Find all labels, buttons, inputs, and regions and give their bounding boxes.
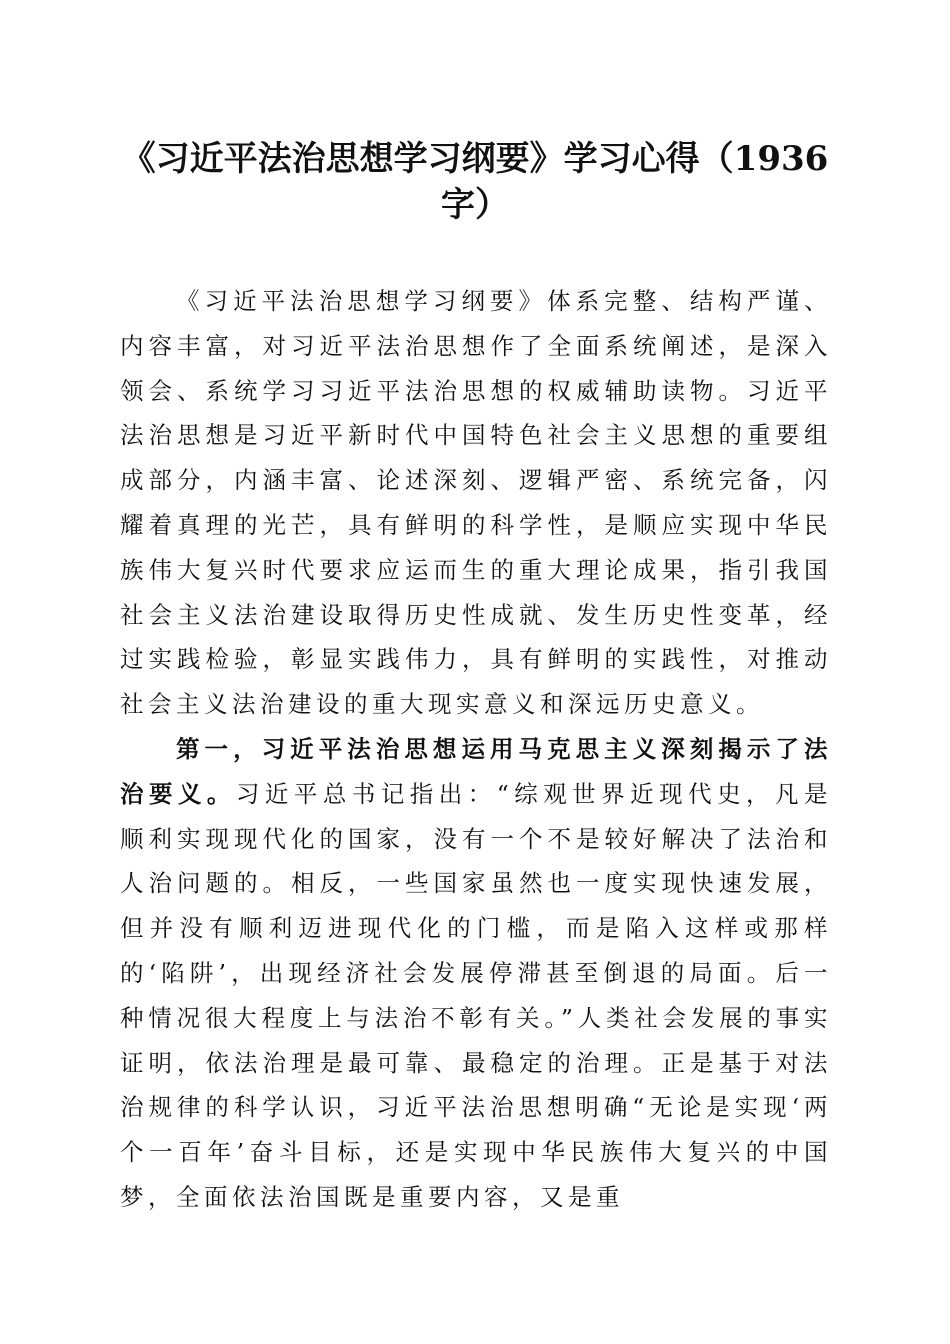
- document-body: [120, 279, 832, 1220]
- paragraph-first-point: [120, 727, 832, 1220]
- paragraph-intro: [120, 279, 832, 727]
- document-title: 《习近平法治思想学习纲要》学习心得（1936字）: [121, 139, 829, 225]
- paragraph-intro-text: 《习近平法治思想学习纲要》体系完整、结构严谨、内容丰富，对习近平法治思想作了全面系统阐述，是深入领会、系统学习习近平法治思想的权威辅助读物。习近平法治思想是习近平新时代中国特色社会主义思想的重要组成部分，内涵丰富、论述深刻、逻辑严密、系统完备，闪耀着真理的光芒，具有鲜明的科学性，是顺应实现中华民族伟大复兴时代要求应运而生的重大理论成果，指引我国社会主义法治建设取得历史性成就、发生历史性变革，经过实践检验，彰显实践伟力，具有鲜明的实践性，对推动社会主义法治建设的重大现实意义和深远历史意义。: [120, 287, 832, 719]
- paragraph-first-point-lead: 第一，习近平法治思想运用马克思主义深刻揭示了法治要义。: [120, 734, 832, 808]
- paragraph-first-point-text: 习近平总书记指出：“综观世界近现代史，凡是顺利实现现代化的国家，没有一个不是较好解决了法治和人治问题的。相反，一些国家虽然也一度实现快速发展，但并没有顺利迈进现代化的门槛，而是陷入这样或那样的‘陷阱’，出现经济社会发展停滞甚至倒退的局面。后一种情况很大程度上与法治不彰有关。”人类社会发展的事实证明，依法治理是最可靠、最稳定的治理。正是基于对法治规律的科学认识，习近平法治思想明确“无论是实现‘两个一百年’奋斗目标，还是实现中华民族伟大复兴的中国梦，全面依法治国既是重要内容，又是重: [120, 779, 833, 1211]
